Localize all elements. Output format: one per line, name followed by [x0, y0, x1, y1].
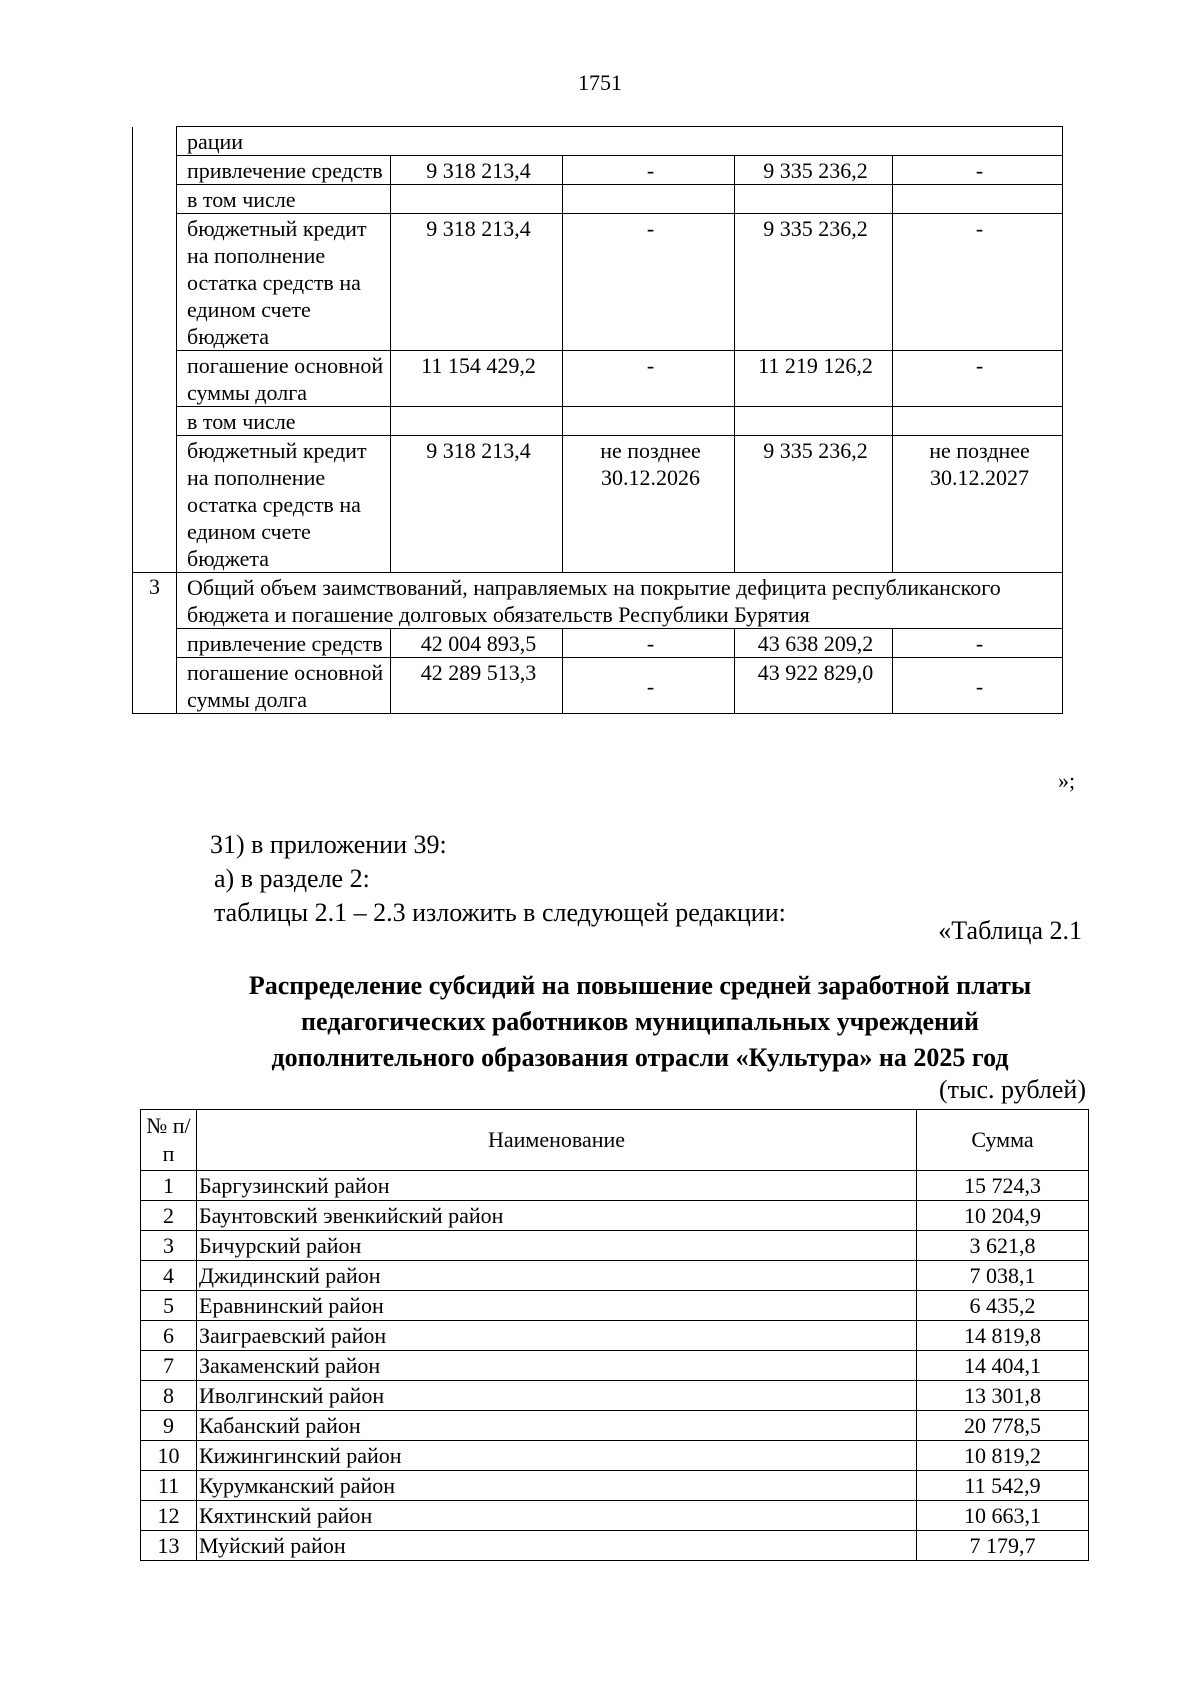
table-row — [141, 1231, 1089, 1261]
section-row — [133, 573, 1063, 629]
heading-line-1: Распределение субсидий на повышение средней заработной платы — [248, 971, 1032, 1000]
subsidy-table — [140, 1109, 1089, 1561]
district-name: Иволгинский район — [197, 1381, 917, 1411]
row-label: бюджетный кредит на пополнение остатка средств на едином счете бюджета — [177, 436, 391, 573]
row-label: в том числе — [177, 407, 391, 436]
row-label: привлечение средств — [177, 156, 391, 185]
row-number: 13 — [141, 1531, 197, 1561]
subsidy-sum: 11 542,9 — [917, 1471, 1089, 1501]
district-name: Муйский район — [197, 1531, 917, 1561]
subsidy-sum: 13 301,8 — [917, 1381, 1089, 1411]
paragraph-tables: таблицы 2.1 – 2.3 изложить в следующей редакции: — [214, 898, 786, 927]
row-label: погашение основной суммы долга — [177, 351, 391, 407]
term-cell — [563, 185, 735, 214]
value-cell: 9 318 213,4 — [391, 156, 563, 185]
district-name: Закаменский район — [197, 1351, 917, 1381]
term-cell: - — [893, 214, 1063, 351]
table-row — [133, 351, 1063, 407]
row-number: 8 — [141, 1381, 197, 1411]
subsidy-sum: 7 179,7 — [917, 1531, 1089, 1561]
subsidy-sum: 14 404,1 — [917, 1351, 1089, 1381]
row-number: 7 — [141, 1351, 197, 1381]
value-cell: 9 335 236,2 — [735, 214, 893, 351]
row-label: бюджетный кредит на пополнение остатка средств на едином счете бюджета — [177, 214, 391, 351]
subsidy-sum: 6 435,2 — [917, 1291, 1089, 1321]
term-cell: - — [893, 351, 1063, 407]
district-name: Кабанский район — [197, 1411, 917, 1441]
page-number: 1751 — [578, 70, 622, 95]
number-cell — [133, 351, 177, 407]
header-num: № п/п — [141, 1110, 197, 1171]
table-row — [133, 436, 1063, 573]
value-cell: 43 638 209,2 — [735, 629, 893, 658]
row-number: 1 — [141, 1171, 197, 1201]
table-row — [141, 1321, 1089, 1351]
term-cell: - — [563, 658, 735, 714]
term-cell: - — [893, 658, 1063, 714]
term-cell: не позднее 30.12.2027 — [893, 436, 1063, 573]
debt-table — [132, 126, 1063, 714]
term-cell: - — [563, 351, 735, 407]
table-row — [133, 658, 1063, 714]
value-cell: 11 219 126,2 — [735, 351, 893, 407]
table-header-row — [141, 1110, 1089, 1171]
term-cell: - — [893, 629, 1063, 658]
term-cell: - — [893, 156, 1063, 185]
table-row — [141, 1171, 1089, 1201]
value-cell — [735, 185, 893, 214]
value-cell: 9 335 236,2 — [735, 436, 893, 573]
table-row — [141, 1411, 1089, 1441]
term-cell — [893, 185, 1063, 214]
table-row — [141, 1381, 1089, 1411]
number-cell — [133, 127, 177, 156]
district-name: Кижингинский район — [197, 1441, 917, 1471]
row-label: в том числе — [177, 185, 391, 214]
table-heading — [160, 968, 1120, 1076]
table-row — [141, 1471, 1089, 1501]
row-number: 11 — [141, 1471, 197, 1501]
district-name: Заиграевский район — [197, 1321, 917, 1351]
value-cell: 9 318 213,4 — [391, 214, 563, 351]
value-cell: 43 922 829,0 — [735, 658, 893, 714]
table-row — [141, 1291, 1089, 1321]
value-cell — [391, 407, 563, 436]
section-number: 3 — [133, 573, 177, 714]
subsidy-sum: 20 778,5 — [917, 1411, 1089, 1441]
row-number: 3 — [141, 1231, 197, 1261]
heading-line-2: педагогических работников муниципальных учреждений — [301, 1007, 979, 1036]
paragraph-section: а) в разделе 2: — [214, 864, 370, 893]
table-row — [133, 156, 1063, 185]
header-sum: Сумма — [917, 1110, 1089, 1171]
subsidy-sum: 7 038,1 — [917, 1261, 1089, 1291]
value-cell: 11 154 429,2 — [391, 351, 563, 407]
subsidy-sum: 10 204,9 — [917, 1201, 1089, 1231]
value-cell: 42 004 893,5 — [391, 629, 563, 658]
section-title: Общий объем заимствований, направляемых на покрытие дефицита республиканского бюджета и погашение долговых обязательств Республики Бурятия — [177, 573, 1063, 629]
closing-mark: »; — [1058, 768, 1076, 793]
table-row — [141, 1261, 1089, 1291]
number-cell — [133, 407, 177, 436]
table-row — [133, 185, 1063, 214]
row-number: 2 — [141, 1201, 197, 1231]
heading-line-3: дополнительного образования отрасли «Культура» на 2025 год — [271, 1043, 1009, 1072]
number-cell — [133, 214, 177, 351]
term-cell — [893, 407, 1063, 436]
value-cell — [391, 185, 563, 214]
row-label: погашение основной суммы долга — [177, 658, 391, 714]
row-label: привлечение средств — [177, 629, 391, 658]
district-name: Кяхтинский район — [197, 1501, 917, 1531]
district-name: Баргузинский район — [197, 1171, 917, 1201]
number-cell — [133, 185, 177, 214]
table-row — [141, 1531, 1089, 1561]
value-cell — [735, 407, 893, 436]
table-row — [133, 407, 1063, 436]
district-name: Джидинский район — [197, 1261, 917, 1291]
term-cell — [563, 407, 735, 436]
table-row — [141, 1501, 1089, 1531]
table-row — [133, 127, 1063, 156]
subsidy-sum: 3 621,8 — [917, 1231, 1089, 1261]
row-number: 12 — [141, 1501, 197, 1531]
row-number: 6 — [141, 1321, 197, 1351]
subsidy-sum: 10 819,2 — [917, 1441, 1089, 1471]
row-number: 4 — [141, 1261, 197, 1291]
term-cell: - — [563, 214, 735, 351]
district-name: Баунтовский эвенкийский район — [197, 1201, 917, 1231]
table-row — [141, 1201, 1089, 1231]
header-name: Наименование — [197, 1110, 917, 1171]
number-cell — [133, 436, 177, 573]
number-cell — [133, 156, 177, 185]
row-number: 10 — [141, 1441, 197, 1471]
value-cell: 9 318 213,4 — [391, 436, 563, 573]
table-row — [141, 1441, 1089, 1471]
district-name: Бичурский район — [197, 1231, 917, 1261]
term-cell: - — [563, 156, 735, 185]
paragraph-appendix: 31) в приложении 39: — [210, 830, 447, 859]
table-row — [141, 1351, 1089, 1381]
district-name: Еравнинский район — [197, 1291, 917, 1321]
value-cell: 42 289 513,3 — [391, 658, 563, 714]
term-cell: не позднее 30.12.2026 — [563, 436, 735, 573]
term-cell: - — [563, 629, 735, 658]
row-number: 5 — [141, 1291, 197, 1321]
subsidy-sum: 14 819,8 — [917, 1321, 1089, 1351]
table-label: «Таблица 2.1 — [938, 916, 1082, 945]
row-label: рации — [177, 127, 1063, 156]
table-row — [133, 629, 1063, 658]
district-name: Курумканский район — [197, 1471, 917, 1501]
units-label: (тыс. рублей) — [938, 1075, 1086, 1104]
value-cell: 9 335 236,2 — [735, 156, 893, 185]
table-row — [133, 214, 1063, 351]
subsidy-sum: 15 724,3 — [917, 1171, 1089, 1201]
row-number: 9 — [141, 1411, 197, 1441]
subsidy-sum: 10 663,1 — [917, 1501, 1089, 1531]
